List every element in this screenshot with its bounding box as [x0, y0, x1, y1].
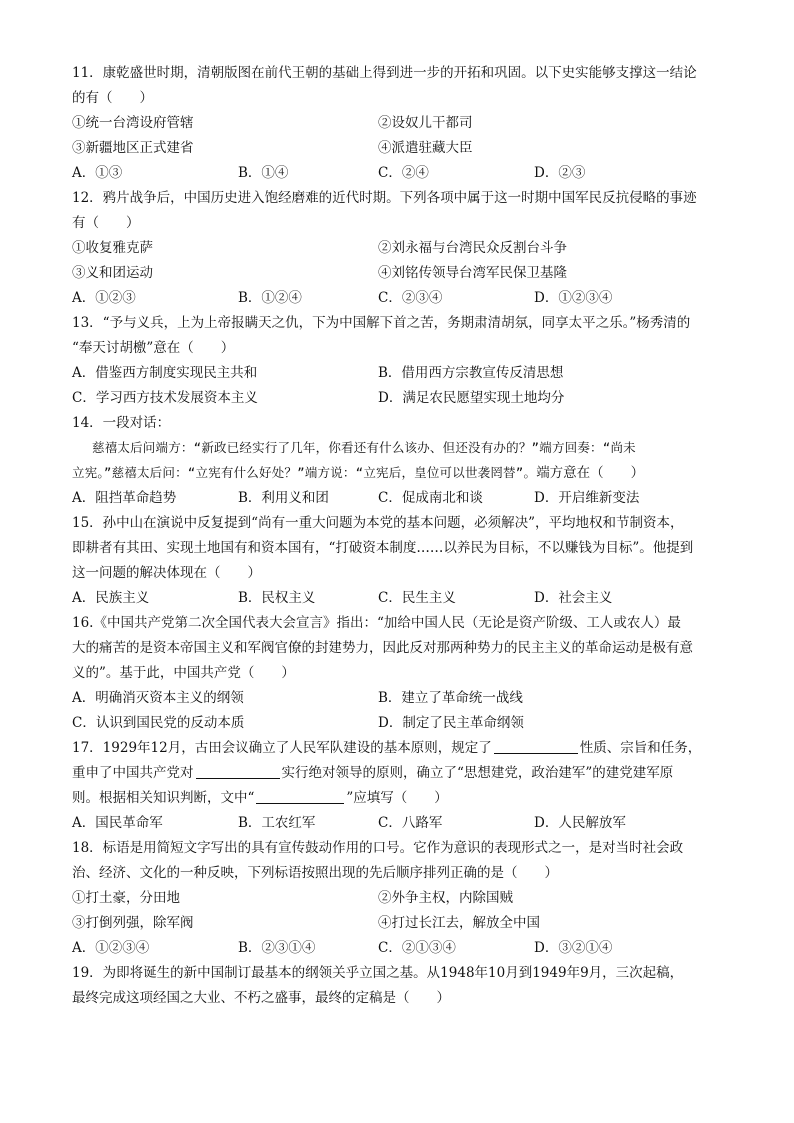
- question-18-item-3: ③打倒列强，除军阀: [72, 915, 194, 931]
- question-18-option-b[interactable]: B．②③①④: [238, 940, 316, 956]
- question-12-stem-line-1: 12．鸦片战争后，中国历史进入饱经磨难的近代时期。下列各项中属于这一时期中国军民反抗侵略的事迹: [72, 190, 697, 206]
- question-17-line-2-tail: 实行绝对领导的原则，确立了“思想建党，政治建军”的建党建军原: [281, 765, 674, 781]
- question-15-option-c[interactable]: C．民生主义: [378, 590, 456, 606]
- question-19-stem-line-1: 19．为即将诞生的新中国制订最基本的纲领关乎立国之基。从1948年10月到1949年9月，三次起稿，: [72, 965, 684, 981]
- question-17-line-3-head: 则。根据相关知识判断，文中“: [72, 790, 255, 806]
- question-17-line-1-tail: 性质、宗旨和任务，: [579, 740, 702, 756]
- question-11-stem-line-2: 的有（ ）: [72, 90, 153, 106]
- question-13-stem-line-2: “奉天讨胡檄”意在（ ）: [72, 340, 235, 356]
- question-11-item-3: ③新疆地区正式建省: [72, 140, 194, 156]
- question-11-option-c[interactable]: C．②④: [378, 165, 429, 181]
- question-14-option-d[interactable]: D．开启维新变法: [534, 490, 640, 506]
- question-18-stem-line-2: 治、经济、文化的一种反映，下列标语按照出现的先后顺序排列正确的是（ ）: [72, 865, 558, 881]
- question-17-line-2-head: 重申了中国共产党对: [72, 765, 194, 781]
- question-13-option-b[interactable]: B．借用西方宗教宣传反清思想: [378, 365, 564, 381]
- question-11-stem-line-1: 11．康乾盛世时期，清朝版图在前代王朝的基础上得到进一步的开拓和巩固。以下史实能够支撑这一结论: [72, 65, 697, 81]
- question-17-stem-line-2: [72, 763, 673, 783]
- question-14-option-c[interactable]: C．促成南北和谈: [378, 490, 483, 506]
- question-18-option-d[interactable]: D．③②①④: [534, 940, 613, 956]
- question-13-option-c[interactable]: C．学习西方技术发展资本主义: [72, 390, 258, 406]
- question-17-option-c[interactable]: C．八路军: [378, 815, 443, 831]
- question-13-option-d[interactable]: D．满足农民愿望实现土地均分: [378, 390, 565, 406]
- question-12-item-1: ①收复雅克萨: [72, 240, 153, 256]
- question-15-stem-line-2: 即耕者有其田、实现土地国有和资本国有，“打破资本制度……以养民为目标，不以赚钱为目标”。他提到: [72, 540, 694, 556]
- question-16-stem-line-3: 义的”。基于此，中国共产党（ ）: [72, 665, 295, 681]
- question-14-stem-tail: 端方意在（ ）: [536, 465, 645, 481]
- question-11-item-2: ②设奴儿干都司: [378, 115, 473, 131]
- question-15-stem-line-3: 这一问题的解决体现在（ ）: [72, 565, 261, 581]
- question-17-option-a[interactable]: A．国民革命军: [72, 815, 163, 831]
- question-17-stem-line-1: [72, 738, 701, 758]
- question-17-line-3-tail: ”应填写（ ）: [346, 790, 448, 806]
- question-14-quote-line-2-text: 立宪。”慈禧太后问：“立宪有什么好处？”端方说：“立宪后，皇位可以世袭罔替”。: [72, 465, 537, 480]
- question-18-item-4: ④打过长江去，解放全中国: [378, 915, 540, 931]
- question-11-option-d[interactable]: D．②③: [534, 165, 586, 181]
- question-17-blank-1: [494, 739, 578, 754]
- question-13-option-a[interactable]: A．借鉴西方制度实现民主共和: [72, 365, 258, 381]
- question-17-line-1-head: 17．1929年12月，古田会议确立了人民军队建设的基本原则，规定了: [72, 740, 492, 756]
- question-15-option-b[interactable]: B．民权主义: [238, 590, 316, 606]
- question-11-option-a[interactable]: A．①③: [72, 165, 123, 181]
- question-15-stem-line-1: 15．孙中山在演说中反复提到“尚有一重大问题为本党的基本问题，必须解决”，平均地权和节制资本，: [72, 515, 684, 531]
- question-12-stem-line-2: 有（ ）: [72, 215, 140, 231]
- question-16-option-c[interactable]: C．认识到国民党的反动本质: [72, 715, 245, 731]
- question-16-stem-line-2: 大的痛苦的是资本帝国主义和军阀官僚的封建势力，因此反对那两种势力的民主主义的革命运动是极有意: [72, 640, 693, 656]
- question-14-option-a[interactable]: A．阻挡革命趋势: [72, 490, 177, 506]
- question-19-stem-line-2: 最终完成这项经国之大业、不朽之盛事，最终的定稿是（ ）: [72, 990, 450, 1006]
- question-16-stem-line-1: 16.《中国共产党第二次全国代表大会宣言》指出：“加给中国人民（无论是资产阶级、工人或农人）最: [72, 615, 681, 631]
- question-16-option-b[interactable]: B．建立了革命统一战线: [378, 690, 523, 706]
- question-11-item-1: ①统一台湾设府管辖: [72, 115, 194, 131]
- question-12-option-c[interactable]: C．②③④: [378, 290, 443, 306]
- question-11-option-b[interactable]: B．①④: [238, 165, 289, 181]
- question-18-option-a[interactable]: A．①②③④: [72, 940, 150, 956]
- question-14-stem-line-1: 14．一段对话：: [72, 415, 171, 431]
- question-13-stem-line-1: 13．“予与义兵，上为上帝报瞒天之仇，下为中国解下首之苦，务期肃清胡氛，同享太平之乐。”杨秀清的: [72, 315, 691, 331]
- question-14-option-b[interactable]: B．利用义和团: [238, 490, 329, 506]
- question-12-option-a[interactable]: A．①②③: [72, 290, 136, 306]
- question-16-option-a[interactable]: A．明确消灭资本主义的纲领: [72, 690, 244, 706]
- question-12-item-3: ③义和团运动: [72, 265, 153, 281]
- question-11-item-4: ④派遣驻藏大臣: [378, 140, 473, 156]
- question-12-option-d[interactable]: D．①②③④: [534, 290, 613, 306]
- question-15-option-a[interactable]: A．民族主义: [72, 590, 150, 606]
- question-14-quote-line-1: 慈禧太后问端方：“新政已经实行了几年，你看还有什么该办、但还没有办的？”端方回奏：“尚未: [92, 440, 636, 455]
- question-18-item-2: ②外争主权，内除国贼: [378, 890, 513, 906]
- question-17-blank-2: [196, 764, 280, 779]
- question-18-option-c[interactable]: C．②①③④: [378, 940, 456, 956]
- question-18-stem-line-1: 18．标语是用简短文字写出的具有宣传鼓动作用的口号。它作为意识的表现形式之一，是对当时社会政: [72, 840, 684, 856]
- question-18-item-1: ①打土豪，分田地: [72, 890, 180, 906]
- question-16-option-d[interactable]: D．制定了民主革命纲领: [378, 715, 524, 731]
- question-12-item-2: ②刘永福与台湾民众反割台斗争: [378, 240, 567, 256]
- question-15-option-d[interactable]: D．社会主义: [534, 590, 613, 606]
- question-17-blank-3: [256, 789, 344, 804]
- question-17-option-d[interactable]: D．人民解放军: [534, 815, 626, 831]
- question-12-item-4: ④刘铭传领导台湾军民保卫基隆: [378, 265, 567, 281]
- question-14-quote-line-2: [72, 463, 644, 483]
- question-12-option-b[interactable]: B．①②④: [238, 290, 302, 306]
- question-17-option-b[interactable]: B．工农红军: [238, 815, 316, 831]
- question-17-stem-line-3: [72, 788, 448, 808]
